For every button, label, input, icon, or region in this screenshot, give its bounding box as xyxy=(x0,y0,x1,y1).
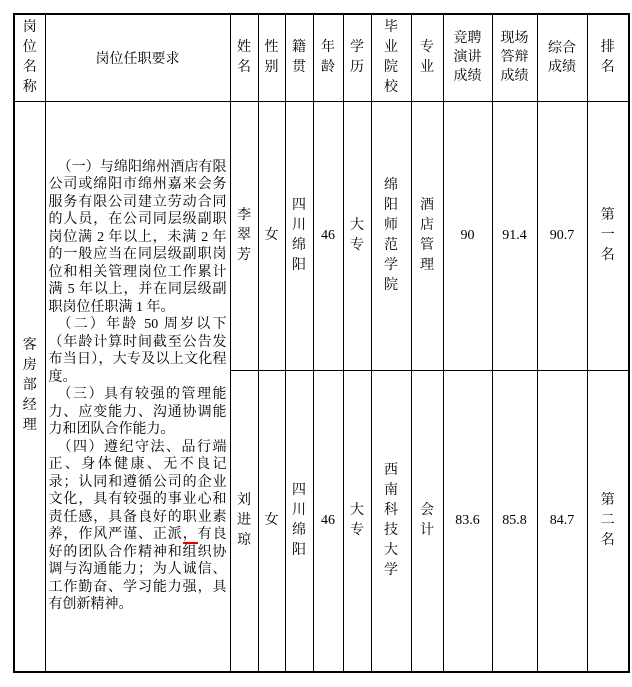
cell-speech-score: 83.6 xyxy=(443,370,492,672)
candidate-gender: 女 xyxy=(264,512,279,528)
candidate-rank: 第一名 xyxy=(600,207,615,263)
requirement-item-2: （二）年龄 50 周岁以下（年龄计算时间截至公告发布当日），大专及以上文化程度。 xyxy=(48,317,227,385)
cell-education xyxy=(343,101,371,370)
col-header-hometown-label: 籍贯 xyxy=(292,39,306,75)
col-header-education xyxy=(343,14,371,101)
cell-rank xyxy=(587,370,629,672)
col-header-requirements-label: 岗位任职要求 xyxy=(95,51,180,67)
col-header-rank xyxy=(587,14,629,101)
cell-defense-score: 85.8 xyxy=(492,370,537,672)
cell-position-name xyxy=(14,101,45,672)
col-header-age-label: 年龄 xyxy=(321,39,335,75)
candidate-school: 绵阳师范学院 xyxy=(384,177,398,293)
cell-total-score: 84.7 xyxy=(537,370,587,672)
candidate-hometown: 四川绵阳 xyxy=(292,197,306,273)
header-row xyxy=(14,14,629,101)
requirement-item-4 xyxy=(49,439,227,614)
col-header-education-label: 学历 xyxy=(350,39,364,75)
col-header-school-label: 毕业院校 xyxy=(384,19,398,95)
col-header-requirements xyxy=(45,14,230,101)
cell-gender xyxy=(258,101,285,370)
col-header-rank-label: 排名 xyxy=(600,39,615,75)
cell-education xyxy=(343,370,371,672)
requirement-item-4-pre: （四）遵纪守法、品行端正、身体健康、无不良记录；认同和遵循公司的企业文化，具有较强的事业心和责任感，具备良好的职业素养，作风严谨、正派 xyxy=(48,439,227,543)
cell-requirements xyxy=(45,101,230,672)
col-header-name xyxy=(230,14,258,101)
candidate-name: 刘进琼 xyxy=(237,492,251,548)
candidate-education: 大专 xyxy=(350,502,364,538)
col-header-position-name-label: 岗位名称 xyxy=(22,19,37,95)
col-header-gender-label: 性别 xyxy=(264,39,279,75)
cell-rank xyxy=(587,101,629,370)
cell-hometown xyxy=(285,101,313,370)
candidate-school: 西南科技大学 xyxy=(384,462,398,578)
cell-school xyxy=(371,101,411,370)
cell-hometown xyxy=(285,370,313,672)
spellcheck-underline-mark: ， xyxy=(182,527,198,543)
col-header-speech-score xyxy=(443,14,492,101)
col-header-gender xyxy=(258,14,285,101)
requirement-item-1: （一）与绵阳绵州酒店有限公司或绵阳市绵州嘉来会务服务有限公司建立劳动合同的人员，在公司同层级副职岗位满 2 年以上，未满 2 年的一般应当在同层级副职岗位和相关管理岗位工作累计满 5 年以上，并在同层级副职岗位任职满 1 年。 xyxy=(48,159,227,315)
col-header-hometown xyxy=(285,14,313,101)
col-header-age xyxy=(313,14,343,101)
recruitment-result-sheet xyxy=(13,13,630,673)
col-header-defense-score xyxy=(492,14,537,101)
col-header-total-score xyxy=(537,14,587,101)
cell-name xyxy=(230,370,258,672)
cell-school xyxy=(371,370,411,672)
cell-total-score: 90.7 xyxy=(537,101,587,370)
cell-gender xyxy=(258,370,285,672)
col-header-major-label: 专业 xyxy=(420,39,434,75)
candidate-name: 李翠芳 xyxy=(237,207,251,263)
recruitment-result-table xyxy=(13,13,630,673)
col-header-position-name xyxy=(14,14,45,101)
col-header-speech-score-label: 竞聘演讲成绩 xyxy=(453,31,482,85)
col-header-school xyxy=(371,14,411,101)
col-header-total-score-label: 综合成绩 xyxy=(548,40,576,75)
candidate-major: 酒店管理 xyxy=(420,197,434,273)
candidate-row-1 xyxy=(14,101,629,370)
candidate-gender: 女 xyxy=(264,227,279,243)
cell-age: 46 xyxy=(313,101,343,370)
cell-age: 46 xyxy=(313,370,343,672)
col-header-defense-score-label: 现场答辩成绩 xyxy=(500,31,529,85)
cell-defense-score: 91.4 xyxy=(492,101,537,370)
position-name-text: 客房部经理 xyxy=(22,338,37,434)
col-header-name-label: 姓名 xyxy=(237,39,251,75)
col-header-major xyxy=(411,14,443,101)
candidate-major: 会计 xyxy=(420,502,434,538)
requirement-item-4-post: 有良好的团队合作精神和组织协调与沟通能力；为人诚信、工作勤奋、学习能力强，具有创新精神。 xyxy=(48,527,227,613)
candidate-hometown: 四川绵阳 xyxy=(292,482,306,558)
cell-major xyxy=(411,101,443,370)
cell-major xyxy=(411,370,443,672)
requirement-item-3: （三）具有较强的管理能力、应变能力、沟通协调能力和团队合作能力。 xyxy=(48,387,227,438)
candidate-education: 大专 xyxy=(350,217,364,253)
candidate-rank: 第二名 xyxy=(600,492,615,548)
cell-name xyxy=(230,101,258,370)
cell-speech-score: 90 xyxy=(443,101,492,370)
